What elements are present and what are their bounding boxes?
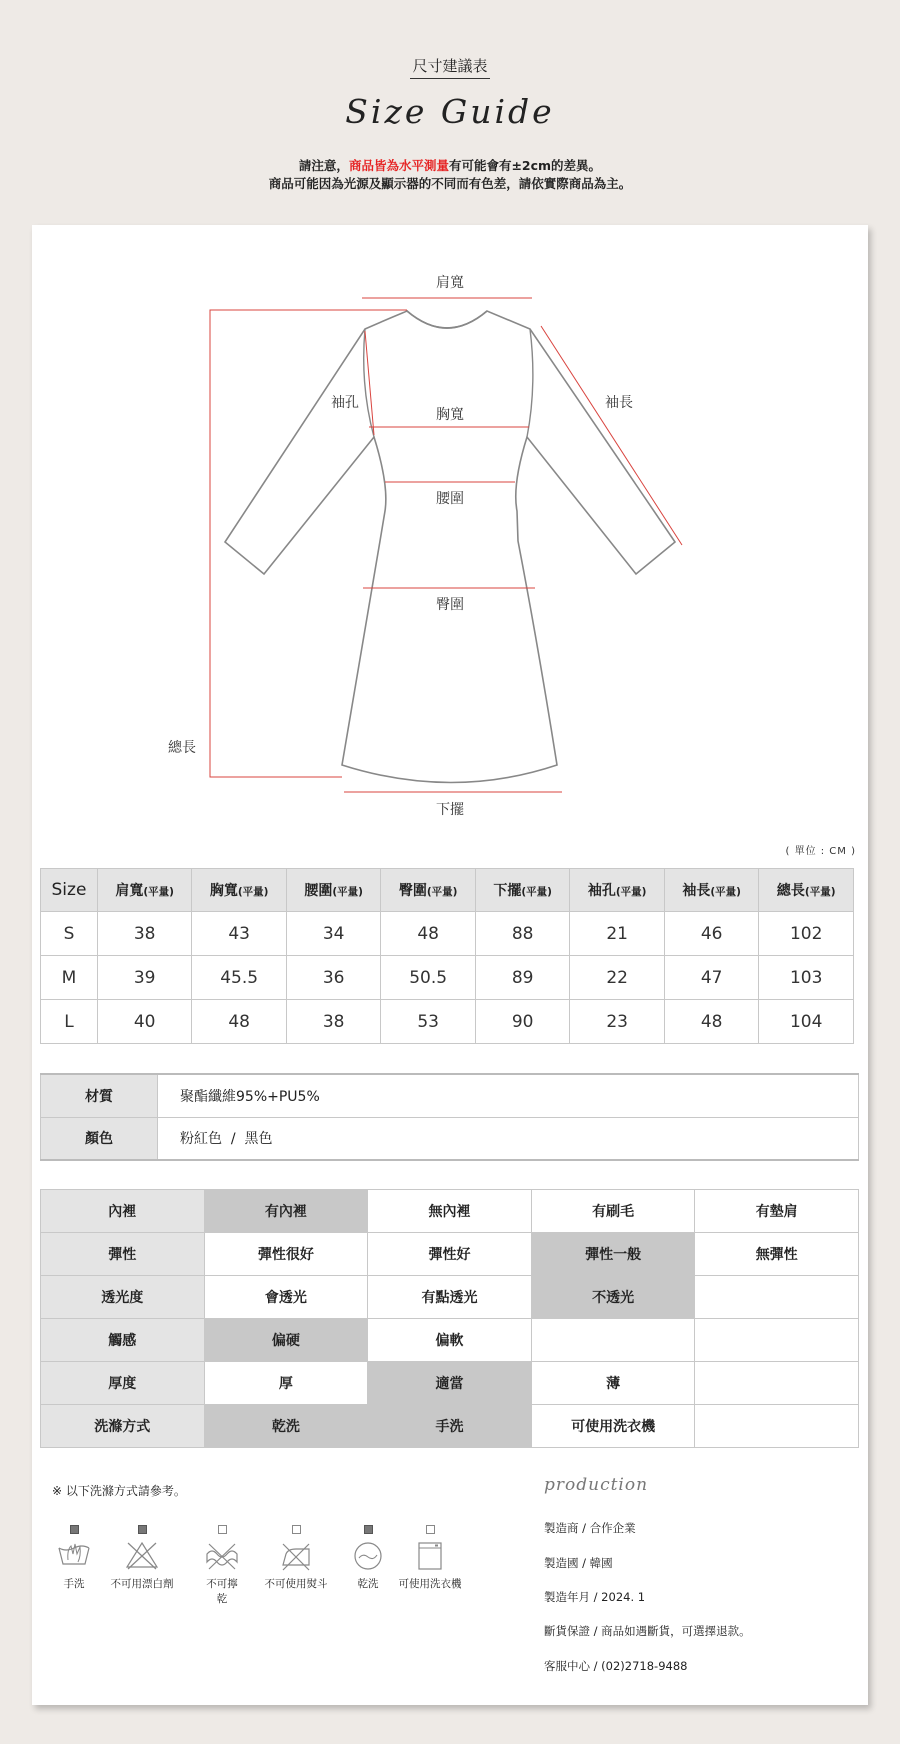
service-info: 客服中心 / (02)2718-9488 xyxy=(544,1659,688,1673)
size-table-row xyxy=(41,1000,854,1044)
washing-item xyxy=(202,1525,242,1606)
washing-label: 手洗 xyxy=(63,1578,85,1590)
washing-item xyxy=(54,1525,94,1591)
size-table-header: 袖長(平量) xyxy=(664,869,759,912)
sleeve-label: 袖長 xyxy=(605,395,633,411)
feature-label: 內裡 xyxy=(41,1190,205,1233)
feature-option: 厚 xyxy=(204,1362,368,1405)
size-table-cell: 34 xyxy=(286,912,381,956)
size-table xyxy=(40,868,854,1044)
size-table-header: 下擺(平量) xyxy=(475,869,570,912)
size-table-header: 袖孔(平量) xyxy=(570,869,665,912)
feature-row xyxy=(41,1190,859,1233)
manufacturer-info: 製造商 / 合作企業 xyxy=(544,1521,636,1535)
size-table-header: 臀圍(平量) xyxy=(381,869,476,912)
size-table-cell: 23 xyxy=(570,1000,665,1044)
material-label: 材質 xyxy=(41,1074,158,1117)
size-table-cell: 36 xyxy=(286,956,381,1000)
size-table-cell: M xyxy=(41,956,98,1000)
feature-option: 無彈性 xyxy=(695,1233,859,1276)
feature-label: 洗滌方式 xyxy=(41,1405,205,1448)
size-table-cell: 53 xyxy=(381,1000,476,1044)
size-table-cell: 38 xyxy=(286,1000,381,1044)
washing-item xyxy=(106,1525,178,1591)
size-table-cell: 39 xyxy=(97,956,192,1000)
feature-option: 薄 xyxy=(531,1362,695,1405)
feature-row xyxy=(41,1362,859,1405)
size-table-header: 總長(平量) xyxy=(759,869,854,912)
feature-option: 無內裡 xyxy=(368,1190,532,1233)
unit-note: ( 單位 : CM ) xyxy=(785,846,856,857)
size-table-cell: 21 xyxy=(570,912,665,956)
checkbox-icon xyxy=(138,1525,147,1534)
hem-label: 下擺 xyxy=(436,802,464,818)
feature-option: 偏軟 xyxy=(368,1319,532,1362)
feature-option: 有點透光 xyxy=(368,1276,532,1319)
checkbox-icon xyxy=(70,1525,79,1534)
length-line xyxy=(210,310,407,777)
feature-label: 觸感 xyxy=(41,1319,205,1362)
size-table-header: 肩寬(平量) xyxy=(97,869,192,912)
feature-option: 彈性一般 xyxy=(531,1233,695,1276)
size-table-cell: 50.5 xyxy=(381,956,476,1000)
waist-label: 腰圍 xyxy=(436,491,464,507)
size-guide-heading: Size Guide xyxy=(345,92,555,131)
washing-note: ※ 以下洗滌方式請參考。 xyxy=(52,1484,186,1498)
size-table-cell: 43 xyxy=(192,912,287,956)
feature-option xyxy=(695,1362,859,1405)
size-table-header: Size xyxy=(41,869,98,912)
feature-option: 偏硬 xyxy=(204,1319,368,1362)
feature-label: 彈性 xyxy=(41,1233,205,1276)
checkbox-icon xyxy=(218,1525,227,1534)
washing-label: 乾洗 xyxy=(357,1578,379,1590)
hip-label: 臀圍 xyxy=(436,597,464,613)
material-table xyxy=(40,1073,859,1161)
size-table-cell: 46 xyxy=(664,912,759,956)
washing-label: 不可使用熨斗 xyxy=(264,1578,328,1590)
feature-label: 厚度 xyxy=(41,1362,205,1405)
size-table-cell: 88 xyxy=(475,912,570,956)
material-value: 聚酯纖維95%+PU5% xyxy=(158,1074,859,1117)
size-table-row xyxy=(41,956,854,1000)
feature-row xyxy=(41,1405,859,1448)
size-table-cell: 45.5 xyxy=(192,956,287,1000)
dress-measurement-diagram xyxy=(32,225,868,845)
size-table-cell: L xyxy=(41,1000,98,1044)
feature-option xyxy=(695,1319,859,1362)
feature-option: 手洗 xyxy=(368,1405,532,1448)
size-table-header: 腰圍(平量) xyxy=(286,869,381,912)
size-table-cell: 48 xyxy=(381,912,476,956)
no-wring-icon xyxy=(204,1540,240,1572)
washing-item xyxy=(392,1525,468,1591)
size-table-cell: 40 xyxy=(97,1000,192,1044)
checkbox-icon xyxy=(292,1525,301,1534)
washing-label: 不可擰乾 xyxy=(206,1578,238,1605)
feature-row xyxy=(41,1276,859,1319)
measurement-note: 請注意，商品皆為水平測量有可能會有±2cm的差異。 xyxy=(298,158,602,173)
armhole-label: 袖孔 xyxy=(331,395,359,411)
size-table-cell: 48 xyxy=(192,1000,287,1044)
country-info: 製造國 / 韓國 xyxy=(544,1556,613,1570)
guarantee-info: 斷貨保證 / 商品如遇斷貨，可選擇退款。 xyxy=(544,1624,751,1638)
size-table-cell: 90 xyxy=(475,1000,570,1044)
checkbox-icon xyxy=(426,1525,435,1534)
feature-option: 會透光 xyxy=(204,1276,368,1319)
date-info: 製造年月 / 2024. 1 xyxy=(544,1590,646,1604)
color-value: 粉紅色 / 黑色 xyxy=(158,1117,859,1160)
washing-item xyxy=(260,1525,332,1591)
washing-item xyxy=(348,1525,388,1591)
feature-option: 可使用洗衣機 xyxy=(531,1405,695,1448)
color-difference-note: 商品可能因為光源及顯示器的不同而有色差，請依實際商品為主。 xyxy=(268,176,632,191)
feature-row xyxy=(41,1319,859,1362)
size-table-cell: 22 xyxy=(570,956,665,1000)
feature-option: 有刷毛 xyxy=(531,1190,695,1233)
color-label: 顏色 xyxy=(41,1117,158,1160)
size-table-cell: 48 xyxy=(664,1000,759,1044)
chest-label: 胸寬 xyxy=(436,407,464,423)
feature-option: 有內裡 xyxy=(204,1190,368,1233)
checkbox-icon xyxy=(364,1525,373,1534)
sleeve-line xyxy=(541,326,682,545)
washing-machine-icon xyxy=(412,1540,448,1572)
feature-option: 乾洗 xyxy=(204,1405,368,1448)
size-table-cell: 38 xyxy=(97,912,192,956)
size-table-cell: 104 xyxy=(759,1000,854,1044)
feature-option: 彈性很好 xyxy=(204,1233,368,1276)
size-table-cell: S xyxy=(41,912,98,956)
feature-option xyxy=(695,1276,859,1319)
feature-option: 有墊肩 xyxy=(695,1190,859,1233)
size-table-cell: 102 xyxy=(759,912,854,956)
dry-clean-icon xyxy=(350,1540,386,1572)
washing-label: 不可用漂白劑 xyxy=(110,1578,174,1590)
no-iron-icon xyxy=(278,1540,314,1572)
size-table-cell: 103 xyxy=(759,956,854,1000)
production-title: production xyxy=(544,1475,649,1495)
feature-label: 透光度 xyxy=(41,1276,205,1319)
size-table-row xyxy=(41,912,854,956)
feature-option xyxy=(531,1319,695,1362)
feature-option: 不透光 xyxy=(531,1276,695,1319)
size-guide-card xyxy=(32,225,868,1705)
dress-outline xyxy=(225,311,675,783)
washing-label: 可使用洗衣機 xyxy=(398,1578,462,1590)
feature-option: 適當 xyxy=(368,1362,532,1405)
size-table-cell: 47 xyxy=(664,956,759,1000)
feature-option xyxy=(695,1405,859,1448)
feature-table xyxy=(40,1189,859,1448)
size-table-header: 胸寬(平量) xyxy=(192,869,287,912)
feature-row xyxy=(41,1233,859,1276)
size-table-cell: 89 xyxy=(475,956,570,1000)
size-chart-title: 尺寸建議表 xyxy=(0,55,900,76)
shoulder-label: 肩寬 xyxy=(436,275,464,291)
feature-option: 彈性好 xyxy=(368,1233,532,1276)
length-label: 總長 xyxy=(168,740,196,756)
hand-wash-icon xyxy=(56,1540,92,1572)
no-bleach-icon xyxy=(124,1540,160,1572)
